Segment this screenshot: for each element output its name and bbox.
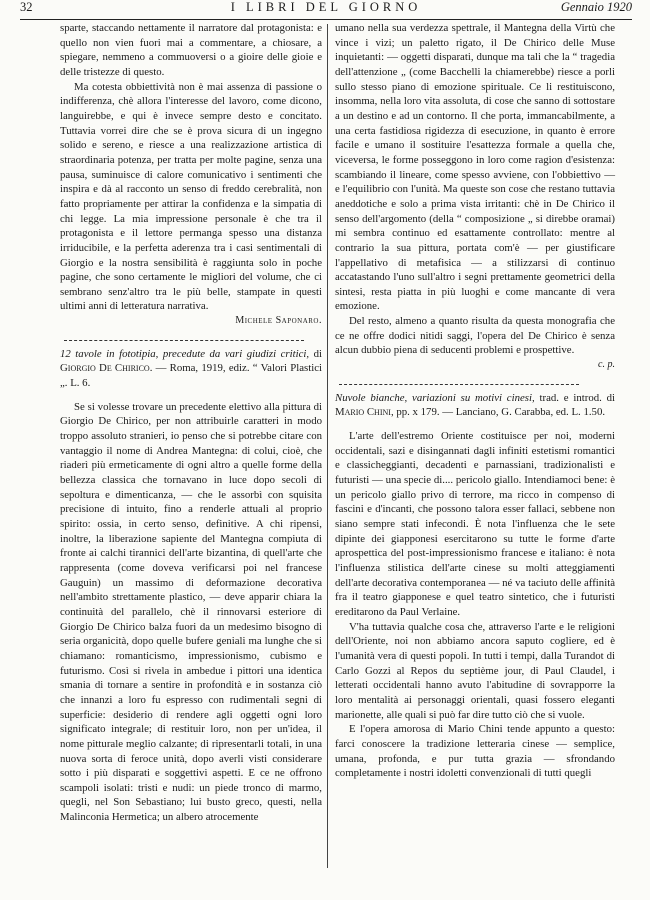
review-separator xyxy=(339,384,579,385)
book-translator-note: trad. e introd. di xyxy=(539,391,616,404)
book-entry-chini xyxy=(335,391,615,420)
book-title: Nuvole bianche, variazioni su motivi cinesi, xyxy=(335,391,535,404)
review-paragraph: V'ha tuttavia qualche cosa che, attraverso l'arte e le religioni dell'Oriente, noi non abbiamo ancora saputo cogliere, ed è l'umanità vera di questi popoli. In tutti i tempi, dalla Turandot di Carlo Gozzi al Repos du septième jour, di Paul Claudel, i letterati occidentali hanno avuto l'abitudine di sovrapporre la loro mentalità ai personaggi orientali, quasi fossero eleganti marionette, alle quali si può far dire tutto ciò che si vuole. xyxy=(335,620,615,721)
left-column xyxy=(60,21,322,825)
review-separator xyxy=(64,340,304,341)
review-paragraph: Ma cotesta obbiettività non è mai assenza di passione o indifferenza, chè allora l'interesse del lavoro, come dicono, languirebbe, e qui è invece sempre desto e concitato. Tuttavia vorrei dire che se è prova sicura di un ingegno solido e sereno, e riesce a una realizzazione artistica di straordinaria potenza, per tratta per molte pagine, senza una pausa, suminuisce di calore comunicativo i sentimenti che inspira e dà al racconto un senso di freddo cerebralità, non fatto propriamente per attirar la confidenza e la simpatia di chi legge. La mia impressione personale è che tra il protagonista e il lettore permanga spesso una distanza irriducibile, e la perfetta aderenza tra i casi sentimentali di Giorgio e la nostra sensibilità è raggiunta solo in poche pagine, che sono certamente le migliori del volume, che ci sembrano senz'altro tra le più belle, stampate in questi ultimi anni di letteratura narrativa. xyxy=(60,80,322,313)
review-paragraph: L'arte dell'estremo Oriente costituisce per noi, moderni occidentali, sazi e disingannati dagli infiniti estetismi romantici e classicheggianti, decadenti e parnassiani, tradizionalisti e futuristi — una specie di.... pericolo giallo. Intendiamoci bene: è un pericolo giallo privo di terrore, ma ricco in compenso di fascini e d'incanti, che possono talora esser fallaci, sebbene non siano sempre stati infecondi. È nota l'influenza che le sete dipinte dei giapponesi esercitarono su tutte le forme d'arte aprospettica del post-impressionismo francese e italiano: è nota l'influenza stilistica dell'arte cinese su molti atteggiamenti dell'arte decorativa contemporanea — né va taciuto delle affinità fra il teatro giapponese e quel teatro sintetico, che i futuristi ereditarono da Paul Verlaine. xyxy=(335,430,615,618)
review-signature: Michele Saponaro. xyxy=(235,315,322,327)
review-initials: c. p. xyxy=(598,359,615,371)
review-paragraph: sparte, staccando nettamente il narratore dal protagonista: e quello non vien fuori mai a commentare, a chiosare, a spiegare, nemmeno a commuoversi o a gioire delle gioie e delle tristezze di questo. xyxy=(60,22,322,78)
right-column xyxy=(335,21,615,781)
running-title: I LIBRI DEL GIORNO xyxy=(230,0,422,14)
running-header xyxy=(20,0,632,18)
column-divider xyxy=(327,24,328,868)
book-publication: . — Roma, 1919, ediz. “ Valori Plastici „. L. 6. xyxy=(60,362,322,390)
review-paragraph: Del resto, almeno a quanto risulta da questa monografia che ce ne offre dodici nitidi saggi, l'opera del De Chirico è senza alcun dubbio piena di seducenti problemi e prospettive. xyxy=(335,315,615,357)
book-author: Mario Chini xyxy=(335,406,391,419)
book-entry-dechirico xyxy=(60,347,322,391)
book-title: 12 tavole in fototipia, precedute da vari giudizi critici, xyxy=(60,347,310,360)
review-paragraph: E l'opera amorosa di Mario Chini tende appunto a questo: farci conoscere la tradizione letteraria cinese — semplice, umana, profonda, e pur tutta grazia — sfrondando completamente i nostri idoletti convenzionali di tutti quegli xyxy=(335,723,615,780)
author-prefix: di xyxy=(313,347,322,360)
review-paragraph: umano nella sua verdezza spettrale, il Mantegna della Virtù che vince i vizi; un paletto rigato, il De Chirico delle Muse inquietanti: — oggetti disparati, dunque ma tali che la “ tragedia dell'attenzione „ (come Bacchelli la chiamerebbe) riesce a porli sullo stesso piano di emozione spirituale. Ce li restituiscono, insomma, nella loro vita assoluta, di cose che sanno di sottostare a un destino e ad un contorno. Il che porta, immancabilmente, a una certa fastidiosa rigidezza di esecuzione, in quanto è errore facile e umano il sostituire l'esattezza formale a quella che, viceversa, le forme posseggono in loro come ragion d'esistenza: scambiando il lineare, come spesso avviene, con l'obbiettivo — e l'equilibrio con l'unità. Ma queste son cose che restano tuttavia aneddotiche e solo a prima vista irritanti: chè in De Chirico il senso dell'argomento (della “ composizione „ si direbbe oramai) mi sembra continuo ed esattamente controllato: mentre al contrario la sua pittura, portata com'è — per giustificare l'appellativo di metafisica — a stilizzarsi di continuo accatastando l'uno sull'altro i segni prettamente geometrici della sintesi, resta piatta in più luoghi e come mancante di vera emozione. xyxy=(335,22,615,313)
header-rule xyxy=(20,19,632,20)
book-author: Giorgio De Chirico xyxy=(60,362,150,375)
page-number: 32 xyxy=(20,0,33,14)
review-paragraph: Se si volesse trovare un precedente elettivo alla pittura di Giorgio De Chirico, per non attribuirle caratteri in modo troppo assoluto stranieri, io penso che si potrebbe citare con vantaggio il nome di Andrea Mantegna: di colui, cioè, che riaderì più ermeticamente di ogni altro a quelle forme della bellezza classica che tornavano in luce dopo secoli di sepoltura e dimenticanza, — che le assorbì con squisita precisione di intuito, fino a renderle attuali al proprio spirito: ossia, in certo senso, definitive. A chi ripensi, inoltre, la liberazione sapiente del Mantegna compiuta di fronte ai calchi tirannici dell'arte bizantina, di quell'arte che rappresenta (come doveva verificarsi poi nel francese Gauguin) un massimo di deformazione decorativa nell'ambito strettamente plastico, — deve apparir chiara la continuità del parallelo, chè il rinnovarsi esteriore di Giorgio De Chirico balza fuori da un medesimo bisogno di seria organicità, dopo quelle bufere geniali ma lunghe che si chiamano: romanticismo, impressionismo, cubismo e futurismo. Così si rivela in ambedue i pittori una identica smania di tornare a sentire in profondità e in sostanza ciò che innanzi a loro fu espresso con rudimentali segni di superficie: desiderio di rendere agli oggetti ogni loro significato integrale; di restituir loro, non per un'idea, il nome pitturale meglio calzante; di ripresentarli totali, in una nuova sorta di feroce unità, dopo averli visti considerare sotto i più disparati e soggettivi aspetti. E ce ne offrono scampoli isolati: tristi e nudi: un piede tronco di marmo, quegli, nel Son Sebastiano; lui busto greco, questi, nella Malinconia Hermetica; un albero atrocemente xyxy=(60,400,322,824)
book-publication: , pp. x 179. — Lanciano, G. Carabba, ed. L. 1.50. xyxy=(390,406,606,419)
issue-date: Gennaio 1920 xyxy=(560,0,632,14)
